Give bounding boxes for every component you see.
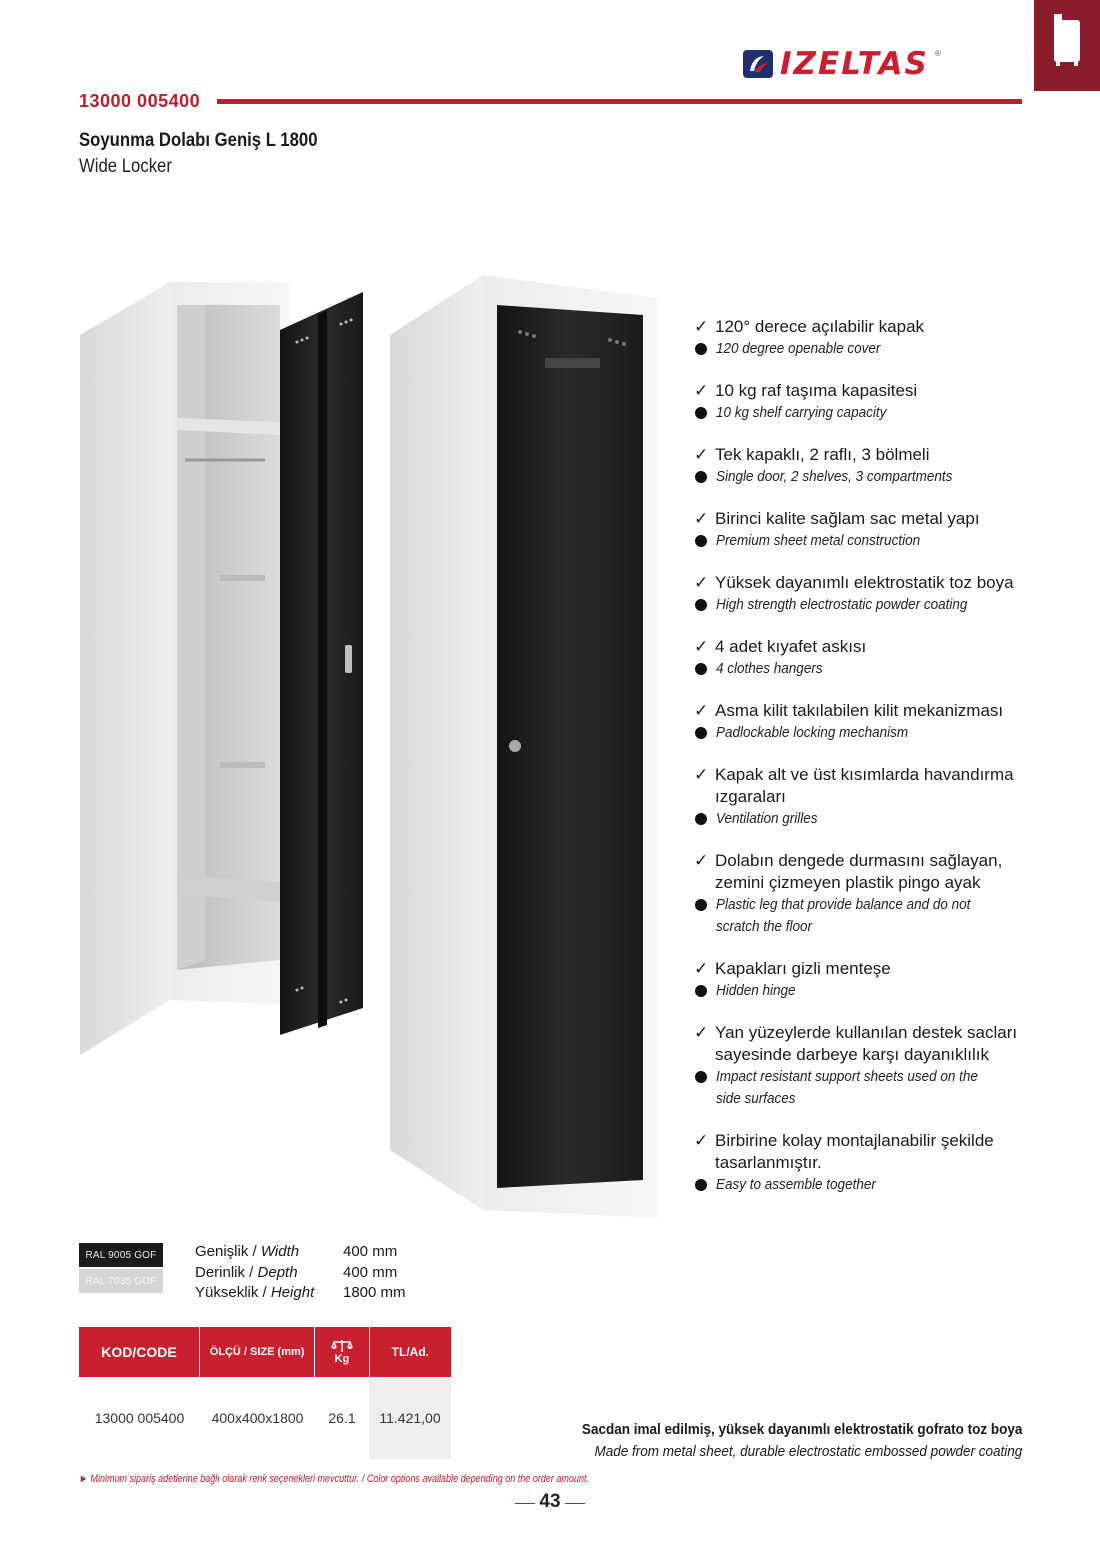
bullet-icon bbox=[695, 471, 707, 483]
dimension-label-tr: Genişlik bbox=[195, 1243, 249, 1260]
dimension-sep: / bbox=[258, 1284, 271, 1301]
feature-en: Premium sheet metal construction bbox=[716, 532, 921, 549]
table-row bbox=[79, 1377, 451, 1459]
bullet-icon bbox=[695, 599, 707, 611]
feature-tr: 10 kg raf taşıma kapasitesi bbox=[715, 381, 918, 400]
cell-weight: 26.1 bbox=[328, 1410, 356, 1426]
feature-en: Hidden hinge bbox=[716, 982, 796, 999]
dimension-value: 400 mm bbox=[343, 1263, 398, 1281]
dimension-value: 1800 mm bbox=[343, 1284, 406, 1301]
table-header bbox=[79, 1327, 451, 1377]
brand-name: IZELTAS bbox=[780, 46, 929, 82]
dimension-row bbox=[195, 1242, 406, 1263]
registered-mark: ® bbox=[934, 49, 941, 58]
feature-tr: Birinci kalite sağlam sac metal yapı bbox=[715, 509, 980, 528]
dimensions-list bbox=[195, 1242, 406, 1304]
bullet-icon bbox=[695, 1071, 707, 1083]
bullet-icon bbox=[695, 407, 707, 419]
feature-item bbox=[694, 444, 1034, 488]
bullet-icon bbox=[695, 985, 707, 997]
feature-list bbox=[694, 316, 1034, 1216]
open-locker bbox=[80, 282, 363, 1055]
feature-item bbox=[694, 380, 1034, 424]
page-number: 43 bbox=[515, 1491, 585, 1513]
check-icon: ✓ bbox=[694, 1131, 709, 1150]
check-icon: ✓ bbox=[694, 445, 709, 464]
dimension-label-en: Depth bbox=[257, 1263, 298, 1281]
feature-tr: Dolabın dengede durmasını sağlayan, zemini çizmeyen plastik pingo ayak bbox=[715, 851, 1003, 892]
product-title-tr: Soyunma Dolabı Geniş L 1800 bbox=[79, 130, 318, 151]
feature-en: 120 degree openable cover bbox=[716, 340, 881, 357]
feature-en: Padlockable locking mechanism bbox=[716, 724, 909, 741]
dimension-label-en: Height bbox=[270, 1284, 315, 1301]
color-swatch-black: RAL 9005 GOF bbox=[79, 1243, 163, 1267]
check-icon: ✓ bbox=[694, 1023, 709, 1042]
feature-item bbox=[694, 572, 1034, 616]
color-swatch-grey: RAL 7035 GOF bbox=[79, 1269, 163, 1293]
bullet-icon bbox=[695, 1179, 707, 1191]
cell-code: 13000 005400 bbox=[94, 1410, 185, 1426]
feature-item bbox=[694, 700, 1034, 744]
bullet-icon bbox=[695, 663, 707, 675]
header-code: KOD/CODE bbox=[79, 1327, 200, 1377]
dimension-value: 400 mm bbox=[343, 1243, 398, 1260]
locker-product-image bbox=[75, 270, 665, 1225]
feature-item bbox=[694, 316, 1034, 360]
bullet-icon bbox=[695, 343, 707, 355]
check-icon: ✓ bbox=[694, 381, 709, 400]
product-table bbox=[79, 1327, 451, 1459]
product-title-en: Wide Locker bbox=[79, 156, 172, 177]
bullet-icon bbox=[695, 899, 707, 911]
check-icon: ✓ bbox=[694, 573, 709, 592]
check-icon: ✓ bbox=[694, 701, 709, 720]
header-size: ÖLÇÜ / SIZE (mm) bbox=[200, 1327, 315, 1377]
feature-item bbox=[694, 958, 1034, 1002]
bullet-icon bbox=[695, 813, 707, 825]
bullet-icon bbox=[695, 727, 707, 739]
feature-item bbox=[694, 1022, 1034, 1110]
feature-en: Single door, 2 shelves, 3 compartments bbox=[716, 468, 953, 485]
feature-item bbox=[694, 850, 1034, 938]
check-icon: ✓ bbox=[694, 317, 709, 336]
feature-en: 4 clothes hangers bbox=[716, 660, 823, 677]
check-icon: ✓ bbox=[694, 959, 709, 978]
header-price: TL/Ad. bbox=[391, 1345, 429, 1359]
check-icon: ✓ bbox=[694, 851, 709, 870]
feature-en: 10 kg shelf carrying capacity bbox=[716, 404, 887, 421]
header-rule bbox=[217, 99, 1022, 104]
dimension-label-tr: Derinlik bbox=[195, 1263, 246, 1281]
brand-logo bbox=[742, 47, 1012, 81]
dimension-sep: / bbox=[248, 1243, 261, 1260]
brand-mark-icon bbox=[742, 49, 774, 79]
feature-tr: Yan yüzeylerde kullanılan destek sacları sayesinde darbeye karşı dayanıklılık bbox=[715, 1023, 1018, 1064]
feature-en: Ventilation grilles bbox=[716, 810, 818, 827]
check-icon: ✓ bbox=[694, 509, 709, 528]
feature-tr: Kapak alt ve üst kısımlarda havandırma ızgaraları bbox=[715, 765, 1014, 806]
cell-price: 11.421,00 bbox=[369, 1377, 451, 1459]
feature-tr: Birbirine kolay montajlanabilir şekilde tasarlanmıştır. bbox=[715, 1131, 994, 1172]
check-icon: ✓ bbox=[694, 765, 709, 784]
material-note-tr: Sacdan imal edilmiş, yüksek dayanımlı elektrostatik gofrato toz boya bbox=[581, 1421, 1022, 1438]
header-weight bbox=[315, 1327, 370, 1377]
feature-tr: Kapakları gizli menteşe bbox=[715, 959, 891, 978]
closed-locker bbox=[390, 275, 658, 1218]
feature-en: Plastic leg that provide balance and do not scratch the floor bbox=[716, 896, 971, 935]
feature-item bbox=[694, 1130, 1034, 1196]
feature-item bbox=[694, 764, 1034, 830]
feature-tr: Tek kapaklı, 2 raflı, 3 bölmeli bbox=[715, 445, 930, 464]
dimension-sep: / bbox=[245, 1263, 258, 1281]
cell-size: 400x400x1800 bbox=[211, 1410, 304, 1426]
dimension-row bbox=[195, 1283, 406, 1304]
feature-en: High strength electrostatic powder coating bbox=[716, 596, 968, 613]
footnote: ► Minimum sipariş adetlerine bağlı olarak renk seçenekleri mevcuttur. / Color options available depending on the order amount. bbox=[79, 1473, 589, 1485]
dimension-row bbox=[195, 1263, 406, 1284]
check-icon: ✓ bbox=[694, 637, 709, 656]
material-note-en: Made from metal sheet, durable electrostatic embossed powder coating bbox=[594, 1443, 1022, 1460]
bullet-icon bbox=[695, 535, 707, 547]
feature-tr: Yüksek dayanımlı elektrostatik toz boya bbox=[715, 573, 1014, 592]
section-tab bbox=[1034, 0, 1100, 91]
locker-icon bbox=[1052, 14, 1082, 66]
scale-icon bbox=[331, 1339, 353, 1353]
feature-tr: 4 adet kıyafet askısı bbox=[715, 637, 867, 656]
product-code-header: 13000 005400 bbox=[79, 91, 201, 111]
feature-tr: 120° derece açılabilir kapak bbox=[715, 317, 925, 336]
dimension-label-tr: Yükseklik bbox=[195, 1284, 259, 1301]
header-kg-label: Kg bbox=[334, 1353, 350, 1365]
feature-en: Impact resistant support sheets used on the side surfaces bbox=[716, 1068, 978, 1107]
feature-tr: Asma kilit takılabilen kilit mekanizması bbox=[715, 701, 1004, 720]
feature-item bbox=[694, 508, 1034, 552]
dimension-label-en: Width bbox=[260, 1243, 300, 1260]
feature-item bbox=[694, 636, 1034, 680]
feature-en: Easy to assemble together bbox=[716, 1176, 876, 1193]
